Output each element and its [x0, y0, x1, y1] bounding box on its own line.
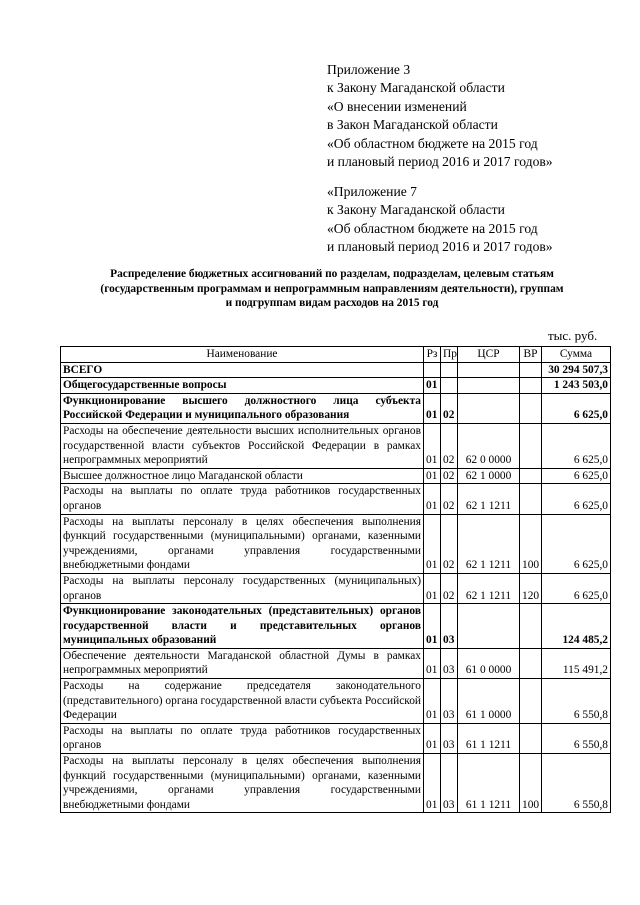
document-title — [52, 267, 612, 311]
table-row — [61, 648, 611, 678]
cell-vr — [520, 423, 542, 468]
appendix-line: «Об областном бюджете на 2015 год — [327, 220, 538, 236]
title-line: и подгруппам видам расходов на 2015 год — [225, 297, 439, 310]
cell-csr: 62 1 1211 — [458, 484, 520, 514]
cell-rz: 01 — [424, 604, 441, 649]
header-sum: Сумма — [542, 347, 611, 363]
cell-rz: 01 — [424, 468, 441, 484]
cell-vr: 100 — [520, 514, 542, 573]
cell-rz: 01 — [424, 573, 441, 603]
cell-pr: 02 — [441, 484, 458, 514]
cell-name: Функционирование законодательных (представительных) органов государственной власти и представительных органов муниципальных образований — [61, 604, 424, 649]
header-pr: Пр — [441, 347, 458, 363]
cell-csr: 61 1 0000 — [458, 679, 520, 724]
appendix-line: к Закону Магаданской области — [327, 202, 505, 218]
header-rz: Рз — [424, 347, 441, 363]
cell-sum: 6 625,0 — [542, 484, 611, 514]
appendix-line: «Об областном бюджете на 2015 год — [327, 135, 538, 151]
cell-pr: 03 — [441, 754, 458, 813]
cell-vr — [520, 362, 542, 378]
cell-name: ВСЕГО — [61, 362, 424, 378]
table-row — [61, 754, 611, 813]
table-row — [61, 723, 611, 753]
table-row — [61, 484, 611, 514]
table-header-row — [61, 347, 611, 363]
cell-pr: 03 — [441, 723, 458, 753]
cell-sum: 6 550,8 — [542, 723, 611, 753]
cell-csr — [458, 604, 520, 649]
cell-sum: 6 625,0 — [542, 573, 611, 603]
cell-rz: 01 — [424, 754, 441, 813]
cell-name: Расходы на выплаты персоналу в целях обеспечения выполнения функций государственными (муниципальными) органами, казенными учреждениями, органами управления государственными внебюджетными фондами — [61, 754, 424, 813]
header-vr: ВР — [520, 347, 542, 363]
cell-name: Расходы на выплаты по оплате труда работников государственных органов — [61, 484, 424, 514]
units-label: тыс. руб. — [548, 328, 598, 343]
cell-sum: 124 485,2 — [542, 604, 611, 649]
cell-sum: 6 550,8 — [542, 679, 611, 724]
cell-csr — [458, 362, 520, 378]
table-row — [61, 468, 611, 484]
cell-rz: 01 — [424, 723, 441, 753]
cell-name: Расходы на выплаты персоналу государственных (муниципальных) органов — [61, 573, 424, 603]
cell-sum: 6 625,0 — [542, 468, 611, 484]
appendix-line: к Закону Магаданской области — [327, 80, 505, 96]
cell-csr: 62 0 0000 — [458, 423, 520, 468]
cell-csr: 61 0 0000 — [458, 648, 520, 678]
cell-vr — [520, 648, 542, 678]
cell-name: Расходы на выплаты по оплате труда работников государственных органов — [61, 723, 424, 753]
cell-pr: 02 — [441, 468, 458, 484]
table-row — [61, 573, 611, 603]
cell-name: Обеспечение деятельности Магаданской областной Думы в рамках непрограммных мероприятий — [61, 648, 424, 678]
title-line: Распределение бюджетных ассигнований по разделам, подразделам, целевым статьям — [110, 268, 554, 280]
cell-rz: 01 — [424, 648, 441, 678]
title-line: (государственным программам и непрограммным направлениям деятельности), группам — [100, 282, 564, 295]
budget-table — [60, 346, 611, 813]
cell-vr — [520, 468, 542, 484]
cell-name: Расходы на содержание председателя законодательного (представительного) органа государственной власти субъекта Российской Федерации — [61, 679, 424, 724]
cell-csr — [458, 378, 520, 394]
table-row — [61, 362, 611, 378]
cell-name: Расходы на обеспечение деятельности высших исполнительных органов государственной власти субъектов Российской Федерации в рамках непрограммных мероприятий — [61, 423, 424, 468]
cell-sum: 30 294 507,3 — [542, 362, 611, 378]
cell-rz: 01 — [424, 514, 441, 573]
header-csr: ЦСР — [458, 347, 520, 363]
cell-vr — [520, 604, 542, 649]
table-row — [61, 393, 611, 423]
table-row — [61, 423, 611, 468]
cell-vr — [520, 378, 542, 394]
cell-vr — [520, 723, 542, 753]
cell-vr — [520, 679, 542, 724]
table-row — [61, 604, 611, 649]
appendix-line: в Закон Магаданской области — [327, 117, 498, 133]
cell-rz: 01 — [424, 393, 441, 423]
cell-csr: 62 1 1211 — [458, 514, 520, 573]
appendix-line: «Приложение 7 — [327, 184, 417, 199]
cell-sum: 115 491,2 — [542, 648, 611, 678]
cell-sum: 6 625,0 — [542, 393, 611, 423]
cell-sum: 6 625,0 — [542, 514, 611, 573]
cell-rz: 01 — [424, 484, 441, 514]
appendix-line: и плановый период 2016 и 2017 годов» — [327, 154, 553, 170]
cell-vr — [520, 393, 542, 423]
cell-csr — [458, 393, 520, 423]
cell-pr: 03 — [441, 604, 458, 649]
appendix-3-header — [327, 61, 627, 171]
table-row — [61, 514, 611, 573]
cell-pr: 02 — [441, 514, 458, 573]
cell-pr: 03 — [441, 648, 458, 678]
cell-name: Расходы на выплаты персоналу в целях обеспечения выполнения функций государственными (муниципальными) органами, казенными учреждениями, органами управления государственными внебюджетными фондами — [61, 514, 424, 573]
cell-rz: 01 — [424, 679, 441, 724]
cell-sum: 1 243 503,0 — [542, 378, 611, 394]
cell-name: Высшее должностное лицо Магаданской области — [61, 468, 424, 484]
cell-pr: 02 — [441, 573, 458, 603]
cell-vr: 120 — [520, 573, 542, 603]
appendix-7-header — [327, 183, 627, 257]
cell-name: Функционирование высшего должностного лица субъекта Российской Федерации и муниципального образования — [61, 393, 424, 423]
appendix-line: «О внесении изменений — [327, 98, 467, 114]
cell-rz: 01 — [424, 378, 441, 394]
header-name: Наименование — [61, 347, 424, 363]
cell-sum: 6 550,8 — [542, 754, 611, 813]
cell-rz: 01 — [424, 423, 441, 468]
cell-pr — [441, 362, 458, 378]
cell-csr: 61 1 1211 — [458, 754, 520, 813]
cell-vr — [520, 484, 542, 514]
cell-csr: 62 1 1211 — [458, 573, 520, 603]
cell-name: Общегосударственные вопросы — [61, 378, 424, 394]
cell-pr: 02 — [441, 393, 458, 423]
cell-sum: 6 625,0 — [542, 423, 611, 468]
table-row — [61, 378, 611, 394]
cell-pr — [441, 378, 458, 394]
cell-pr: 02 — [441, 423, 458, 468]
cell-csr: 62 1 0000 — [458, 468, 520, 484]
appendix-line: Приложение 3 — [327, 62, 411, 77]
cell-pr: 03 — [441, 679, 458, 724]
cell-csr: 61 1 1211 — [458, 723, 520, 753]
cell-vr: 100 — [520, 754, 542, 813]
appendix-line: и плановый период 2016 и 2017 годов» — [327, 239, 553, 255]
table-row — [61, 679, 611, 724]
cell-rz — [424, 362, 441, 378]
